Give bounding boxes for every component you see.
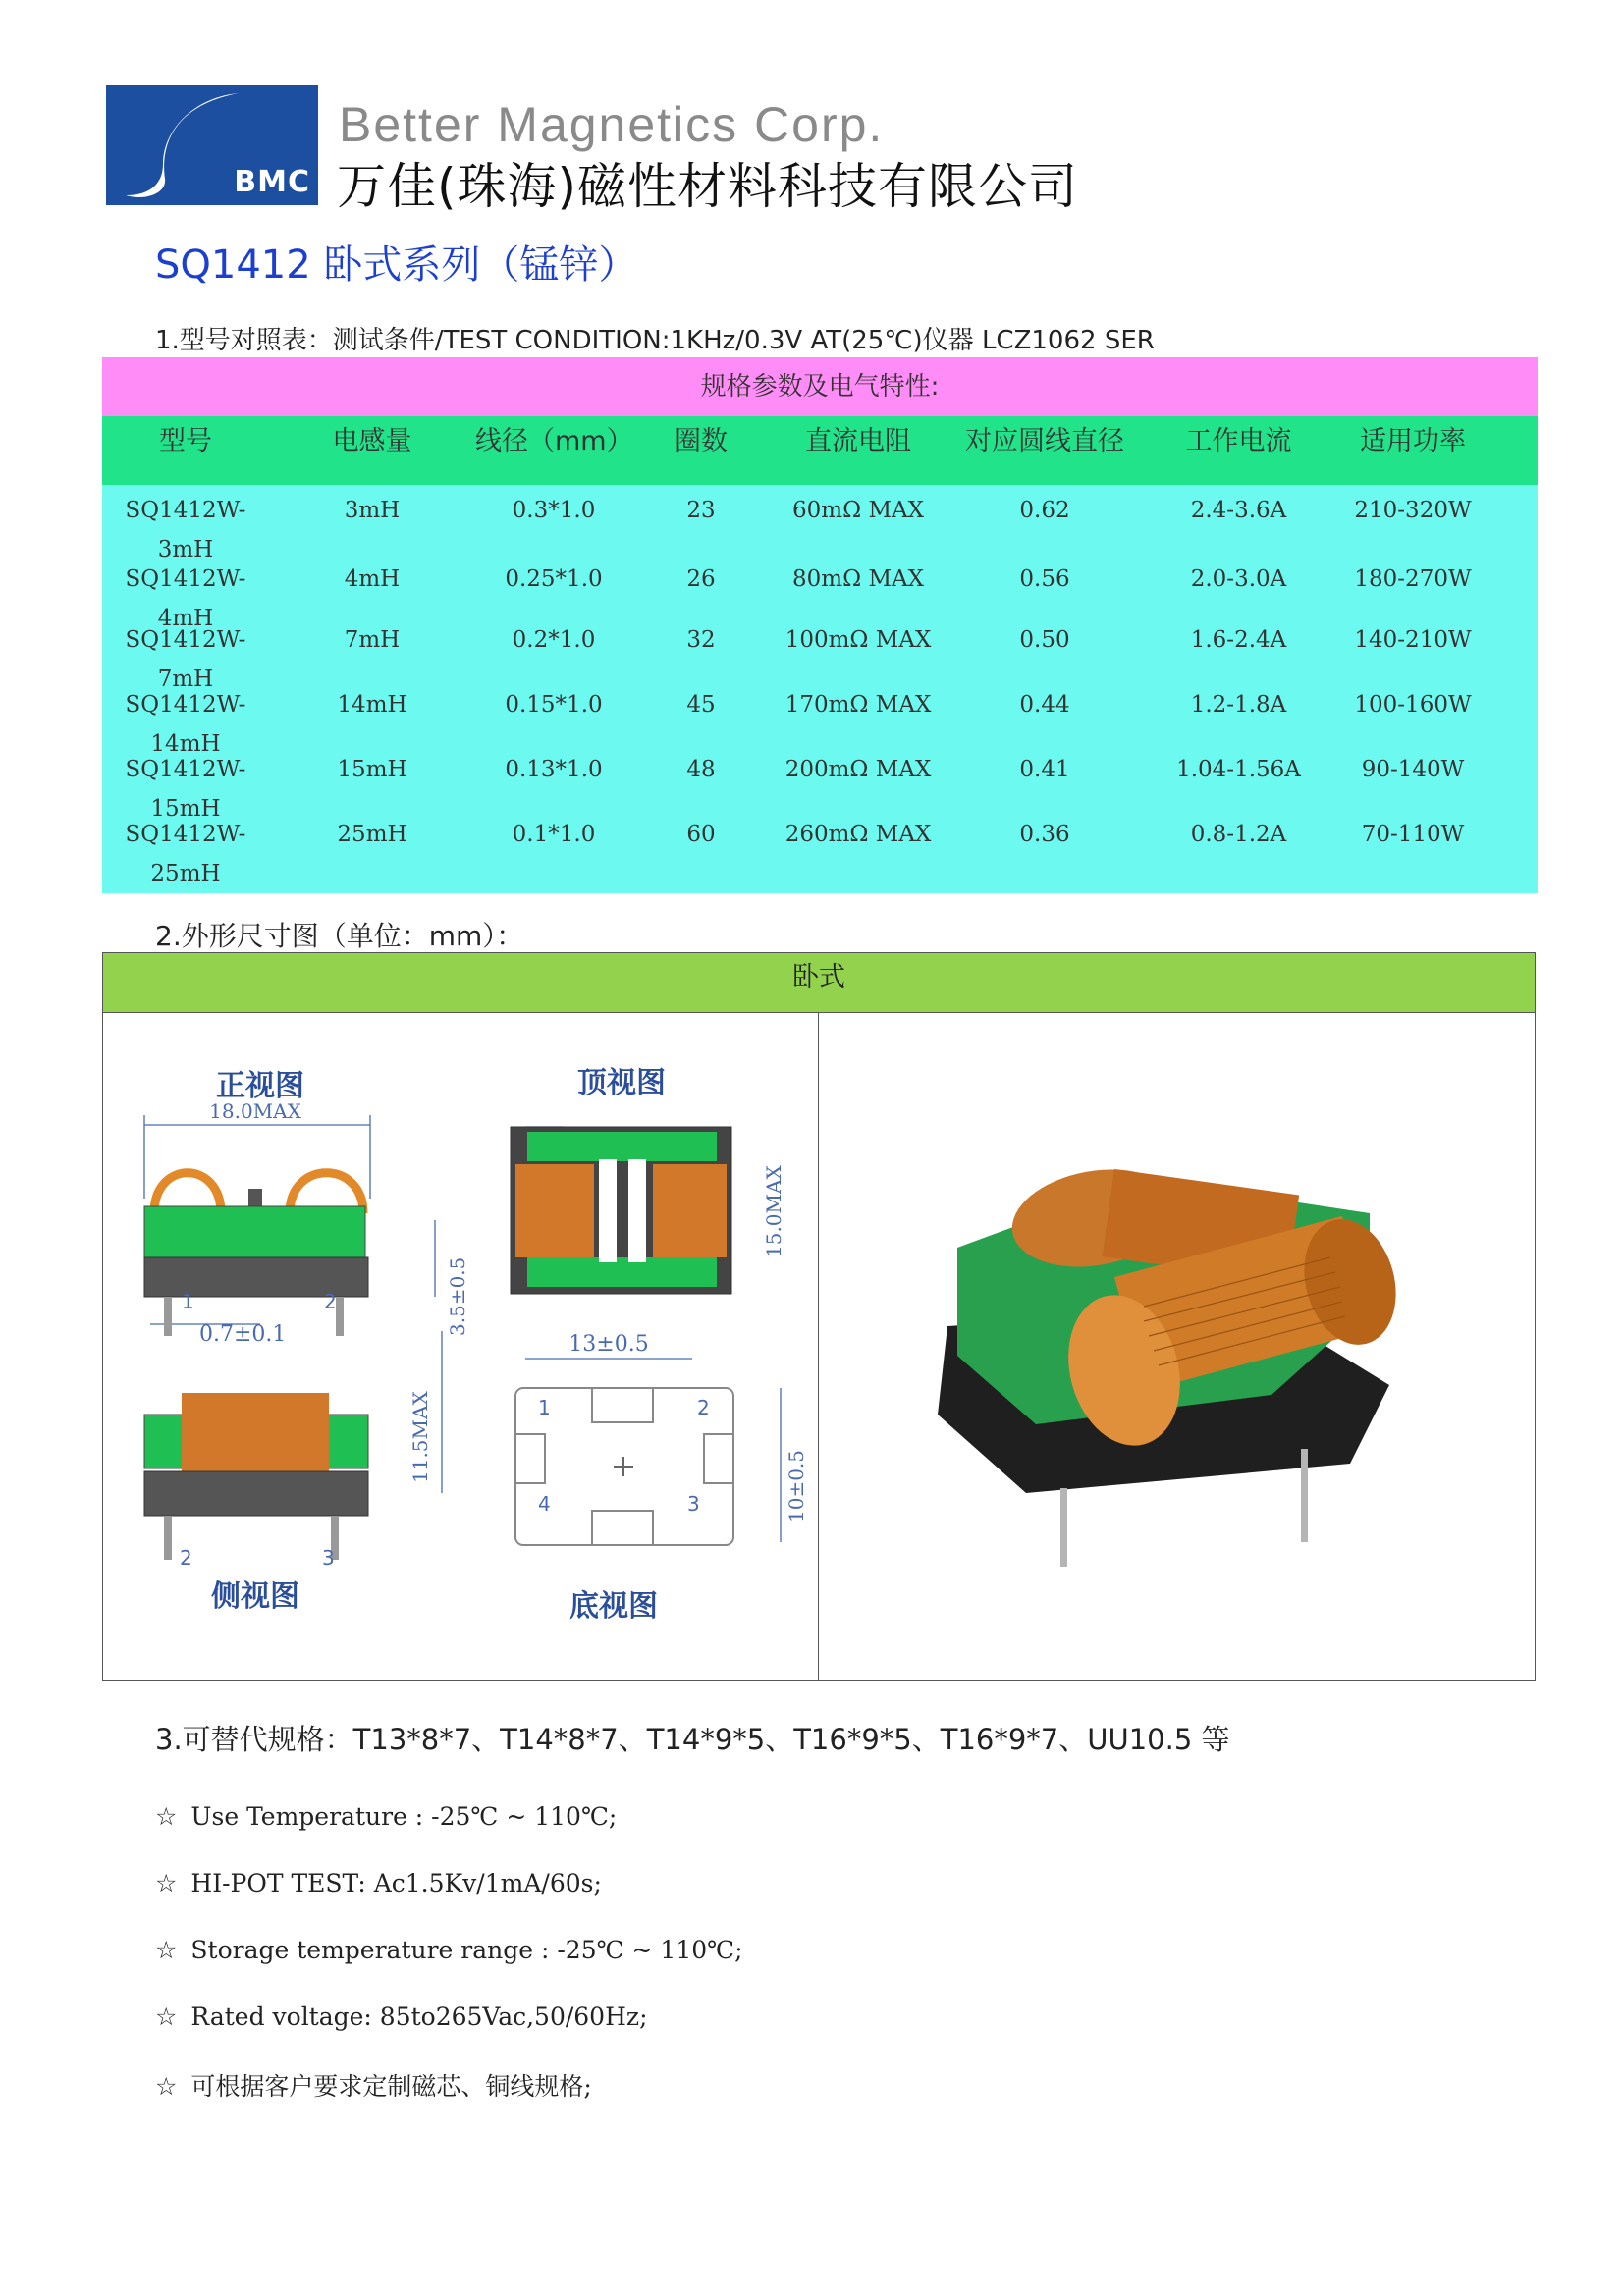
table-row [102, 620, 1538, 692]
product-photo [820, 1012, 1535, 1680]
section3-heading: 3.可替代规格：T13*8*7、T14*8*7、T14*9*5、T16*9*5、T16*9*7、UU10.5 等 [155, 1723, 1230, 1756]
cell-power: 70-110W [1361, 822, 1465, 847]
cell-current: 2.4-3.6A [1190, 498, 1287, 523]
note-item [155, 1802, 617, 1831]
cell-current: 1.2-1.8A [1190, 692, 1287, 718]
pin-label-bottom-4: 4 [538, 1492, 551, 1516]
company-logo [106, 85, 318, 205]
cell-dcr: 260mΩ MAX [784, 822, 932, 847]
cell-inductance: 3mH [344, 498, 401, 523]
cell-turns: 32 [686, 627, 716, 653]
pin-label-2: 2 [324, 1290, 337, 1313]
cell-dcr: 80mΩ MAX [792, 566, 924, 592]
spec-table [102, 357, 1538, 893]
spec-table-header [102, 416, 1538, 485]
table-row [102, 815, 1538, 886]
cell-dcr: 60mΩ MAX [792, 498, 924, 523]
cell-wire-size: 0.15*1.0 [505, 692, 603, 718]
cell-current: 1.04-1.56A [1176, 757, 1301, 782]
note-item [155, 2002, 648, 2031]
table-row [102, 750, 1538, 822]
front-width-dim: 18.0MAX [209, 1099, 301, 1123]
note-item [155, 2067, 592, 2103]
pin-label-1: 1 [182, 1290, 194, 1313]
figure-divider [818, 1012, 819, 1680]
cell-round-wire: 0.56 [1019, 566, 1070, 592]
bottom-height-dim: 10±0.5 [784, 1449, 808, 1522]
bottom-view-label: 底视图 [569, 1589, 658, 1624]
pin-label-bottom-3: 3 [687, 1492, 700, 1516]
pin-label-side-3: 3 [322, 1546, 335, 1570]
cell-inductance: 14mH [337, 692, 407, 718]
cell-round-wire: 0.36 [1019, 822, 1070, 847]
cell-turns: 45 [686, 692, 716, 718]
cell-turns: 48 [686, 757, 716, 782]
cell-round-wire: 0.44 [1019, 692, 1070, 718]
pin-len-dim: 3.5±0.5 [446, 1256, 469, 1336]
note-text: Storage temperature range : -25℃ ~ 110℃; [190, 1936, 743, 1964]
header-model: 型号 [159, 426, 212, 456]
table-row [102, 560, 1538, 631]
top-view-label: 顶视图 [577, 1066, 666, 1100]
header-current: 工作电流 [1185, 426, 1292, 456]
star-icon: ☆ [155, 1869, 178, 1897]
cell-round-wire: 0.50 [1019, 627, 1070, 653]
cell-inductance: 15mH [337, 757, 407, 782]
cell-inductance: 7mH [344, 627, 401, 653]
cell-power: 180-270W [1354, 566, 1472, 592]
header-inductance: 电感量 [332, 426, 412, 456]
note-item [155, 1869, 602, 1897]
note-text: Use Temperature : -25℃ ~ 110℃; [190, 1802, 618, 1831]
document-title: SQ1412 卧式系列（锰锌） [155, 242, 638, 288]
spec-table-caption: 规格参数及电气特性: [102, 357, 1538, 416]
cell-turns: 23 [686, 498, 716, 523]
cell-turns: 26 [686, 566, 716, 592]
cell-wire-size: 0.3*1.0 [512, 498, 596, 523]
bottom-width-dim: 13±0.5 [568, 1332, 649, 1357]
pin-label-bottom-2: 2 [697, 1396, 710, 1419]
cell-inductance: 25mH [337, 822, 407, 847]
note-text: HI-POT TEST: Ac1.5Kv/1mA/60s; [190, 1869, 602, 1897]
figure-caption: 卧式 [103, 953, 1535, 1013]
cell-inductance: 4mH [344, 566, 401, 592]
pin-dia-dim: 0.7±0.1 [199, 1322, 287, 1347]
dimension-drawing [103, 1012, 818, 1680]
cell-wire-size: 0.2*1.0 [512, 627, 596, 653]
cell-dcr: 100mΩ MAX [784, 627, 932, 653]
side-height-dim: 11.5MAX [408, 1391, 432, 1483]
logo-text: BMC [234, 165, 310, 199]
cell-current: 0.8-1.2A [1190, 822, 1287, 847]
section1-heading: 1.型号对照表：测试条件/TEST CONDITION:1KHz/0.3V AT(25℃)仪器 LCZ1062 SER [155, 326, 1155, 355]
cell-power: 100-160W [1354, 692, 1472, 718]
company-name-cn: 万佳(珠海)磁性材料科技有限公司 [337, 158, 1079, 215]
note-item [155, 1936, 743, 1964]
cell-power: 90-140W [1361, 757, 1465, 782]
cell-model: SQ1412W-3mH [125, 498, 246, 562]
top-height-dim: 15.0MAX [762, 1165, 785, 1257]
pin-label-side-2: 2 [180, 1546, 192, 1570]
star-icon: ☆ [155, 1936, 178, 1964]
note-text: 可根据客户要求定制磁芯、铜线规格; [190, 2072, 592, 2101]
cell-wire-size: 0.13*1.0 [505, 757, 603, 782]
cell-dcr: 170mΩ MAX [784, 692, 932, 718]
cell-model: SQ1412W-15mH [125, 757, 246, 822]
spec-table-body [102, 485, 1538, 893]
star-icon: ☆ [155, 2002, 178, 2031]
star-icon: ☆ [155, 1802, 178, 1831]
cell-dcr: 200mΩ MAX [784, 757, 932, 782]
note-text: Rated voltage: 85to265Vac,50/60Hz; [190, 2002, 648, 2031]
cell-wire-size: 0.25*1.0 [505, 566, 603, 592]
cell-round-wire: 0.62 [1019, 498, 1070, 523]
cell-model: SQ1412W-4mH [125, 566, 246, 631]
header-power: 适用功率 [1360, 426, 1466, 456]
cell-wire-size: 0.1*1.0 [512, 822, 596, 847]
cell-current: 2.0-3.0A [1190, 566, 1287, 592]
header-wire-size: 线径（mm） [475, 426, 633, 456]
cell-model: SQ1412W-7mH [125, 627, 246, 692]
cell-power: 140-210W [1354, 627, 1472, 653]
pin-label-bottom-1: 1 [538, 1396, 551, 1419]
cell-round-wire: 0.41 [1019, 757, 1070, 782]
cell-turns: 60 [686, 822, 716, 847]
header-round-wire: 对应圆线直径 [965, 426, 1124, 456]
cell-power: 210-320W [1354, 498, 1472, 523]
table-row [102, 491, 1538, 560]
header-turns: 圈数 [675, 426, 728, 456]
section2-heading: 2.外形尺寸图（单位：mm）： [155, 920, 524, 952]
front-view-label: 正视图 [216, 1069, 304, 1103]
cell-model: SQ1412W-14mH [125, 692, 246, 757]
company-name-en: Better Magnetics Corp. [339, 97, 885, 152]
side-view-label: 侧视图 [211, 1579, 299, 1614]
cell-model: SQ1412W-25mH [125, 822, 246, 886]
header-dcr: 直流电阻 [805, 426, 911, 456]
table-row [102, 685, 1538, 757]
star-icon: ☆ [155, 2072, 178, 2101]
cell-current: 1.6-2.4A [1190, 627, 1287, 653]
dimension-figure [102, 952, 1536, 1681]
